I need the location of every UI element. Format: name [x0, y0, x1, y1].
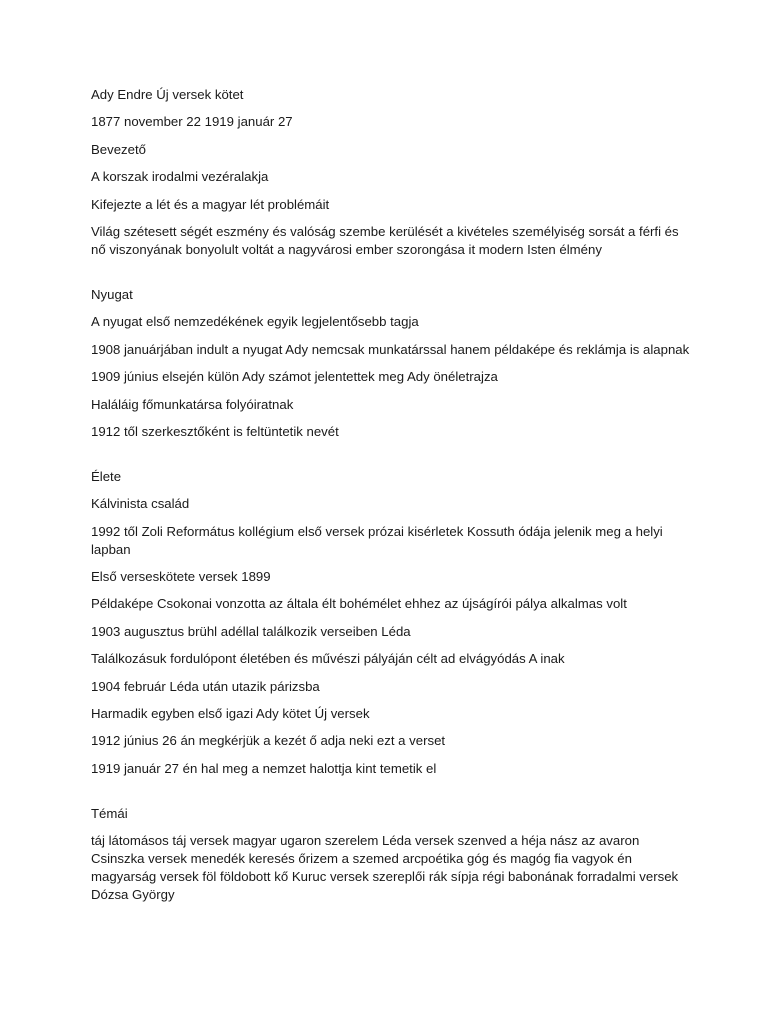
paragraph: 1908 januárjában indult a nyugat Ady nemcsak munkatárssal hanem példaképe és reklámja is alapnak	[91, 341, 690, 357]
section-heading-introduction: Bevezető	[91, 141, 146, 157]
paragraph: 1992 től Zoli Református kollégium első versek prózai kisérletek Kossuth ódája jelenik meg a helyi lapban	[91, 523, 663, 557]
document-title: Ady Endre Új versek kötet	[91, 87, 244, 102]
paragraph: Kifejezte a lét és a magyar lét problémáit	[91, 196, 330, 212]
section-heading-themes: Témái	[91, 805, 128, 821]
paragraph: 1912 június 26 án megkérjük a kezét ő adja neki ezt a verset	[91, 733, 446, 749]
paragraph: Találkozásuk fordulópont életében és művészi pályáján célt ad elvágyódás A inak	[91, 651, 565, 667]
section-heading-nyugat: Nyugat	[91, 286, 133, 302]
paragraph: Harmadik egyben első igazi Ady kötet Új versek	[91, 706, 370, 722]
paragraph: Kálvinista család	[91, 496, 190, 512]
paragraph: A nyugat első nemzedékének egyik legjelentősebb tagja	[91, 314, 419, 330]
section-heading-life: Élete	[91, 468, 122, 484]
paragraph: Példaképe Csokonai vonzotta az általa élt bohémélet ehhez az újságírói pálya alkalmas volt	[91, 596, 627, 612]
paragraph: 1919 január 27 én hal meg a nemzet halottja kint temetik el	[91, 760, 437, 776]
document-page	[91, 86, 691, 914]
paragraph: táj látomásos táj versek magyar ugaron szerelem Léda versek szenved a héja nász az avaron Csinszka versek menedék keresés őrizem a szemed arcpoétika góg és magóg fia vagyok én magyarság versek föl földobott kő Kuruc versek szereplői rák sípja régi babonának forradalmi versek Dózsa György	[91, 833, 679, 903]
paragraph: Első verseskötete versek 1899	[91, 569, 271, 585]
paragraph: 1909 június elsején külön Ady számot jelentettek meg Ady önéletrajza	[91, 369, 498, 385]
paragraph: 1904 február Léda után utazik párizsba	[91, 678, 320, 694]
paragraph: Haláláig főmunkatársa folyóiratnak	[91, 396, 294, 412]
life-dates: 1877 november 22 1919 január 27	[91, 114, 293, 130]
paragraph: Világ szétesett ségét eszmény és valóság szembe kerülését a kivételes személyiség sorsát a férfi és nő viszonyának bonyolult voltát a nagyvárosi ember szorongása it modern Isten élmény	[91, 223, 679, 257]
paragraph: 1903 augusztus brühl adéllal találkozik verseiben Léda	[91, 623, 411, 639]
paragraph: 1912 től szerkesztőként is feltüntetik nevét	[91, 423, 339, 439]
paragraph: A korszak irodalmi vezéralakja	[91, 169, 269, 185]
